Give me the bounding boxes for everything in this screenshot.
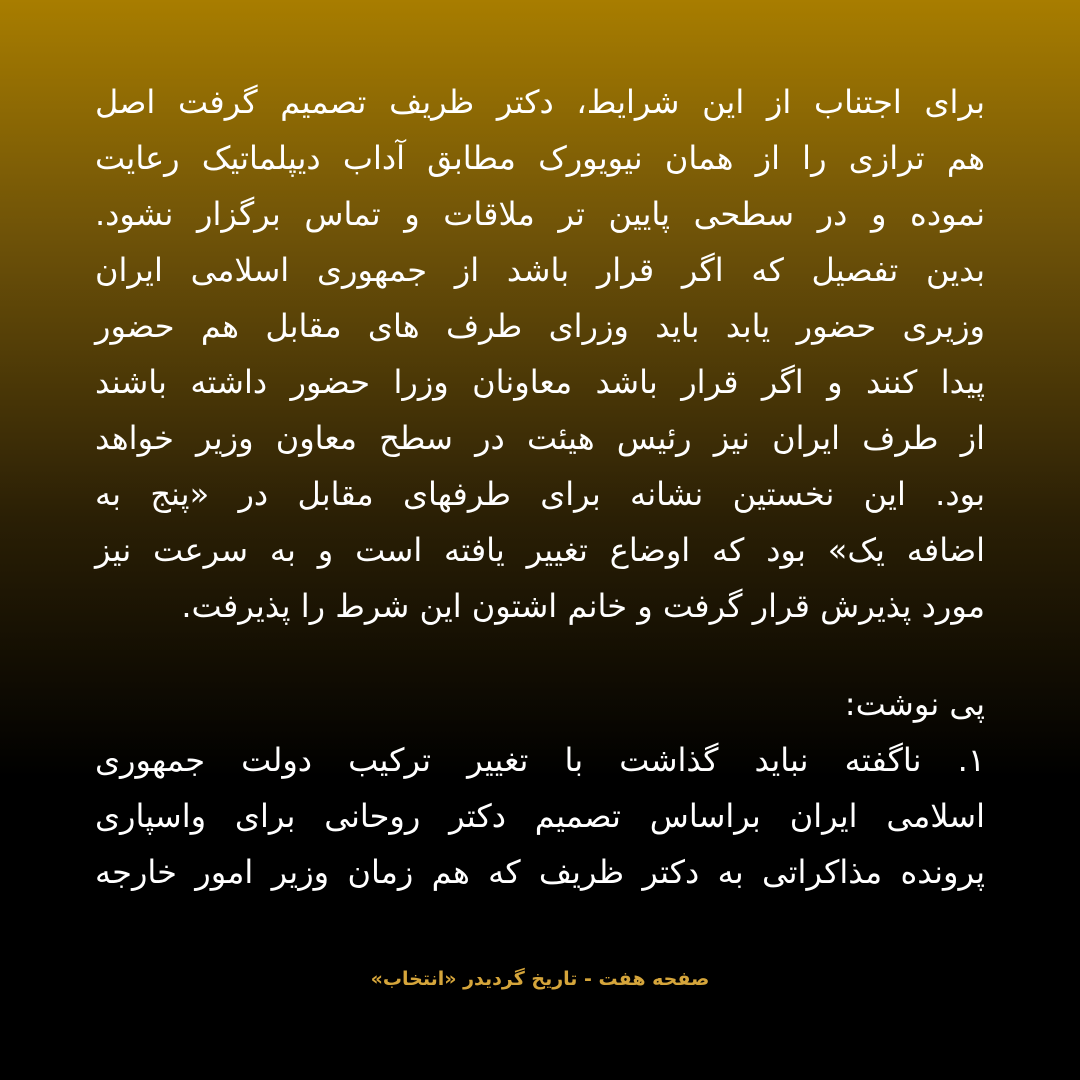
paragraph-main <box>95 74 985 634</box>
page-footer: صفحه هفت - تاریخ گردیدر «انتخاب» <box>370 968 710 990</box>
text-line: پیدا کنند و اگر قرار باشد معاونان وزرا حضور داشته باشند <box>95 363 985 401</box>
paragraph-postscript <box>95 732 985 900</box>
text-line: بود. این نخستین نشانه برای طرفهای مقابل در «پنج به <box>95 475 985 513</box>
text-line: اسلامی ایران براساس تصمیم دکتر روحانی برای واسپاری <box>95 797 985 835</box>
text-line: از طرف ایران نیز رئیس هیئت در سطح معاون وزیر خواهد <box>95 419 985 457</box>
text-line: پرونده مذاکراتی به دکتر ظریف که هم زمان وزیر امور خارجه <box>95 853 985 891</box>
text-line: وزیری حضور یابد باید وزرای طرف های مقابل هم حضور <box>95 307 985 345</box>
text-line: بدین تفصیل که اگر قرار باشد از جمهوری اسلامی ایران <box>95 251 985 289</box>
postscript-heading: پی نوشت: <box>844 685 985 723</box>
text-line: نموده و در سطحی پایین تر ملاقات و تماس برگزار نشود. <box>95 195 985 233</box>
text-line: ۱. ناگفته نباید گذاشت با تغییر ترکیب دولت جمهوری <box>95 741 985 779</box>
paragraph-gap <box>95 634 985 676</box>
text-line: برای اجتناب از این شرایط، دکتر ظریف تصمیم گرفت اصل <box>95 83 985 121</box>
text-line: هم ترازی را از همان نیویورک مطابق آداب دیپلماتیک رعایت <box>95 139 985 177</box>
text-line: مورد پذیرش قرار گرفت و خانم اشتون این شرط را پذیرفت. <box>181 587 985 625</box>
page-body <box>95 74 985 900</box>
text-line: اضافه یک» بود که اوضاع تغییر یافته است و به سرعت نیز <box>95 531 985 569</box>
